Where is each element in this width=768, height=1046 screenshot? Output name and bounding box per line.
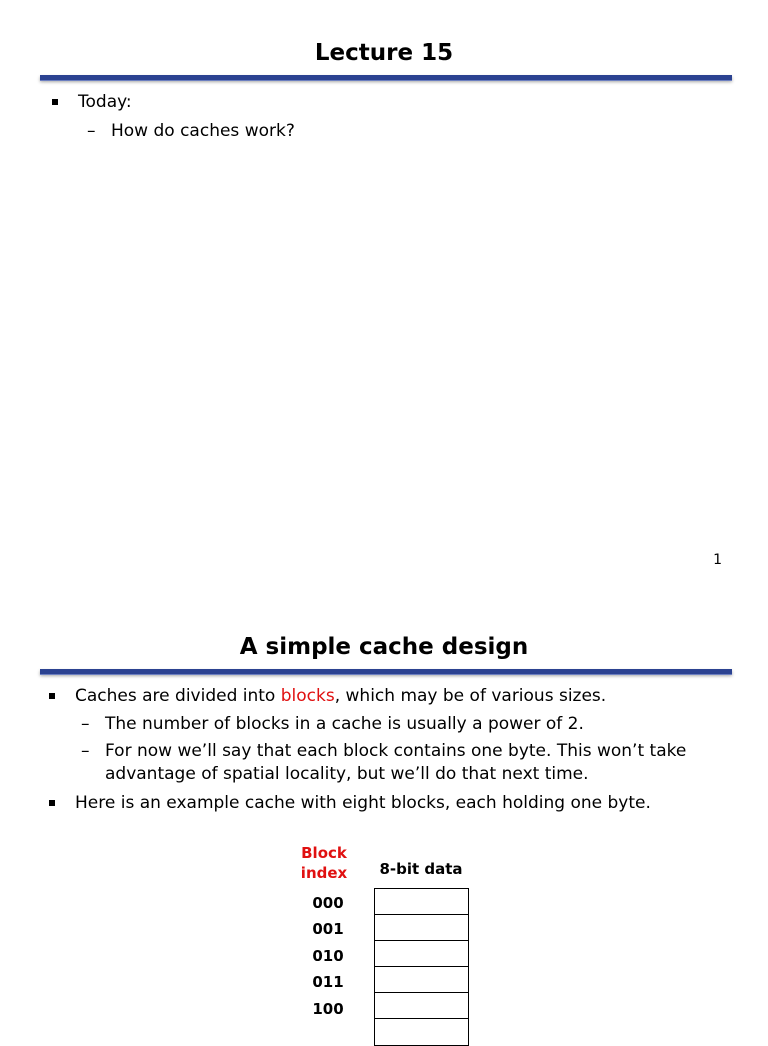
sub-bullet-power-of-two [81, 713, 584, 736]
header-line-1: Block [301, 844, 347, 862]
sub-bullet-text-line1: For now we’ll say that each block contains one byte. This won’t take [105, 741, 687, 761]
bullet-text-pre: Caches are divided into [75, 686, 281, 706]
block-index-label: 010 [312, 947, 344, 965]
sub-bullet-text: How do caches work? [111, 121, 295, 141]
bullet-today [78, 91, 132, 114]
sub-bullet-one-byte [81, 740, 687, 786]
dash-bullet-icon: – [81, 741, 90, 761]
cache-block-cell [374, 888, 469, 916]
bullet-example-cache [75, 792, 651, 815]
bullet-text: Today: [78, 92, 132, 112]
dash-bullet-icon: – [87, 121, 96, 141]
data-column-header: 8-bit data [379, 860, 463, 878]
bullet-blocks [75, 685, 606, 708]
slide-title: Lecture 15 [314, 40, 454, 66]
bullet-text: Here is an example cache with eight blocks, each holding one byte. [75, 793, 651, 813]
block-index-header [294, 843, 354, 883]
block-index-label: 000 [312, 894, 344, 912]
title-divider [40, 75, 732, 80]
sub-bullet-text: The number of blocks in a cache is usually a power of 2. [105, 714, 584, 734]
square-bullet-icon [49, 800, 55, 806]
page-number: 1 [713, 552, 722, 568]
sub-bullet-caches [87, 120, 295, 143]
title-divider [40, 669, 732, 674]
sub-bullet-text-line2: advantage of spatial locality, but we’ll do that next time. [105, 764, 589, 784]
slide-2 [0, 594, 768, 1024]
dash-bullet-icon: – [81, 714, 90, 734]
cache-block-cell [374, 1018, 469, 1046]
bullet-text-post: , which may be of various sizes. [334, 686, 607, 706]
cache-block-cell [374, 992, 469, 1020]
block-index-label: 001 [312, 920, 344, 938]
header-line-2: index [300, 864, 348, 882]
block-index-label: 011 [312, 973, 344, 991]
cache-block-cell [374, 940, 469, 968]
square-bullet-icon [49, 693, 55, 699]
cache-block-cell [374, 966, 469, 994]
highlight-blocks: blocks [280, 686, 335, 706]
square-bullet-icon [52, 99, 58, 105]
cache-block-cell [374, 914, 469, 942]
block-index-label: 100 [312, 1000, 344, 1018]
slide-title: A simple cache design [239, 634, 529, 660]
